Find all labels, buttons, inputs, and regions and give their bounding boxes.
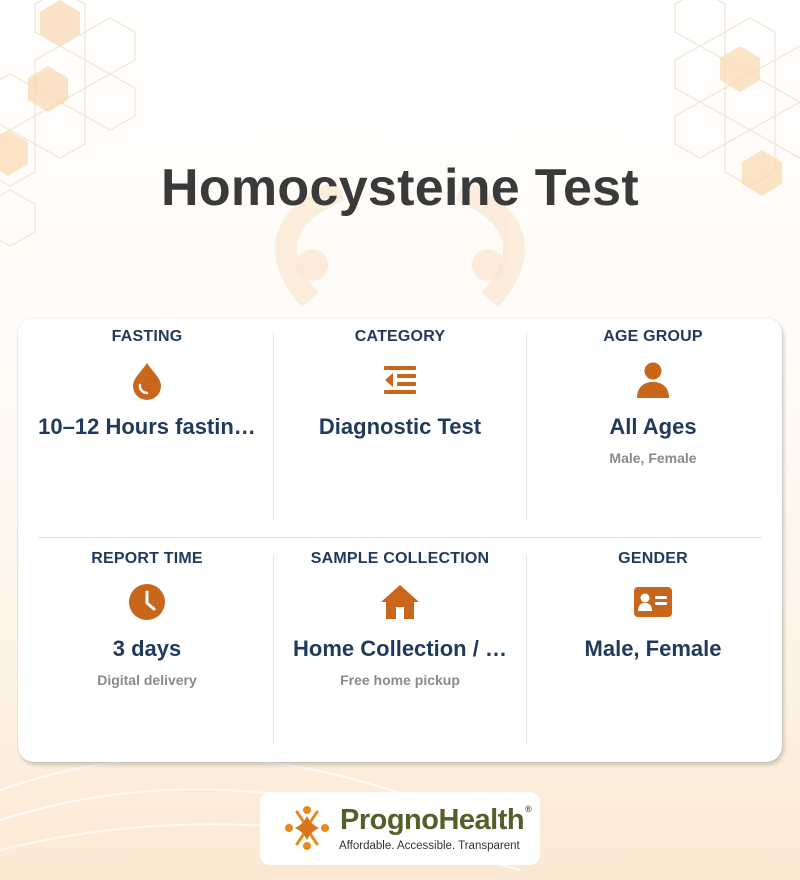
drop-icon	[127, 360, 167, 400]
detail-value: 10–12 Hours fastin…	[38, 414, 256, 439]
list-indent-icon	[380, 360, 420, 400]
detail-value: Male, Female	[584, 636, 722, 661]
logo-brand: PrognoHealth®	[340, 804, 532, 836]
detail-age-group	[526, 328, 780, 466]
detail-label: FASTING	[111, 328, 183, 345]
detail-value: Diagnostic Test	[318, 414, 482, 439]
detail-subtext: Digital delivery	[97, 672, 197, 688]
detail-label: SAMPLE COLLECTION	[310, 550, 490, 567]
id-card-icon	[633, 582, 673, 622]
detail-value: 3 days	[112, 636, 182, 661]
detail-gender	[526, 550, 780, 662]
detail-subtext: Free home pickup	[340, 672, 460, 688]
detail-label: REPORT TIME	[91, 550, 203, 567]
logo-tagline: Affordable. Accessible. Transparent	[339, 840, 520, 852]
detail-label: AGE GROUP	[603, 328, 703, 345]
logo-mark-icon	[278, 799, 336, 857]
person-icon	[633, 360, 673, 400]
prognohealth-logo	[260, 792, 540, 865]
detail-value: Home Collection / …	[293, 636, 507, 661]
home-icon	[380, 582, 420, 622]
row-divider	[38, 537, 762, 538]
detail-category	[273, 328, 527, 440]
detail-sample-collection	[273, 550, 527, 688]
clock-icon	[127, 582, 167, 622]
page-title: Homocysteine Test	[160, 159, 640, 217]
detail-label: CATEGORY	[354, 328, 446, 345]
detail-subtext: Male, Female	[609, 450, 697, 466]
test-details-card	[18, 318, 782, 762]
detail-value: All Ages	[609, 414, 697, 439]
detail-fasting	[20, 328, 274, 440]
detail-report-time	[20, 550, 274, 688]
detail-label: GENDER	[618, 550, 688, 567]
